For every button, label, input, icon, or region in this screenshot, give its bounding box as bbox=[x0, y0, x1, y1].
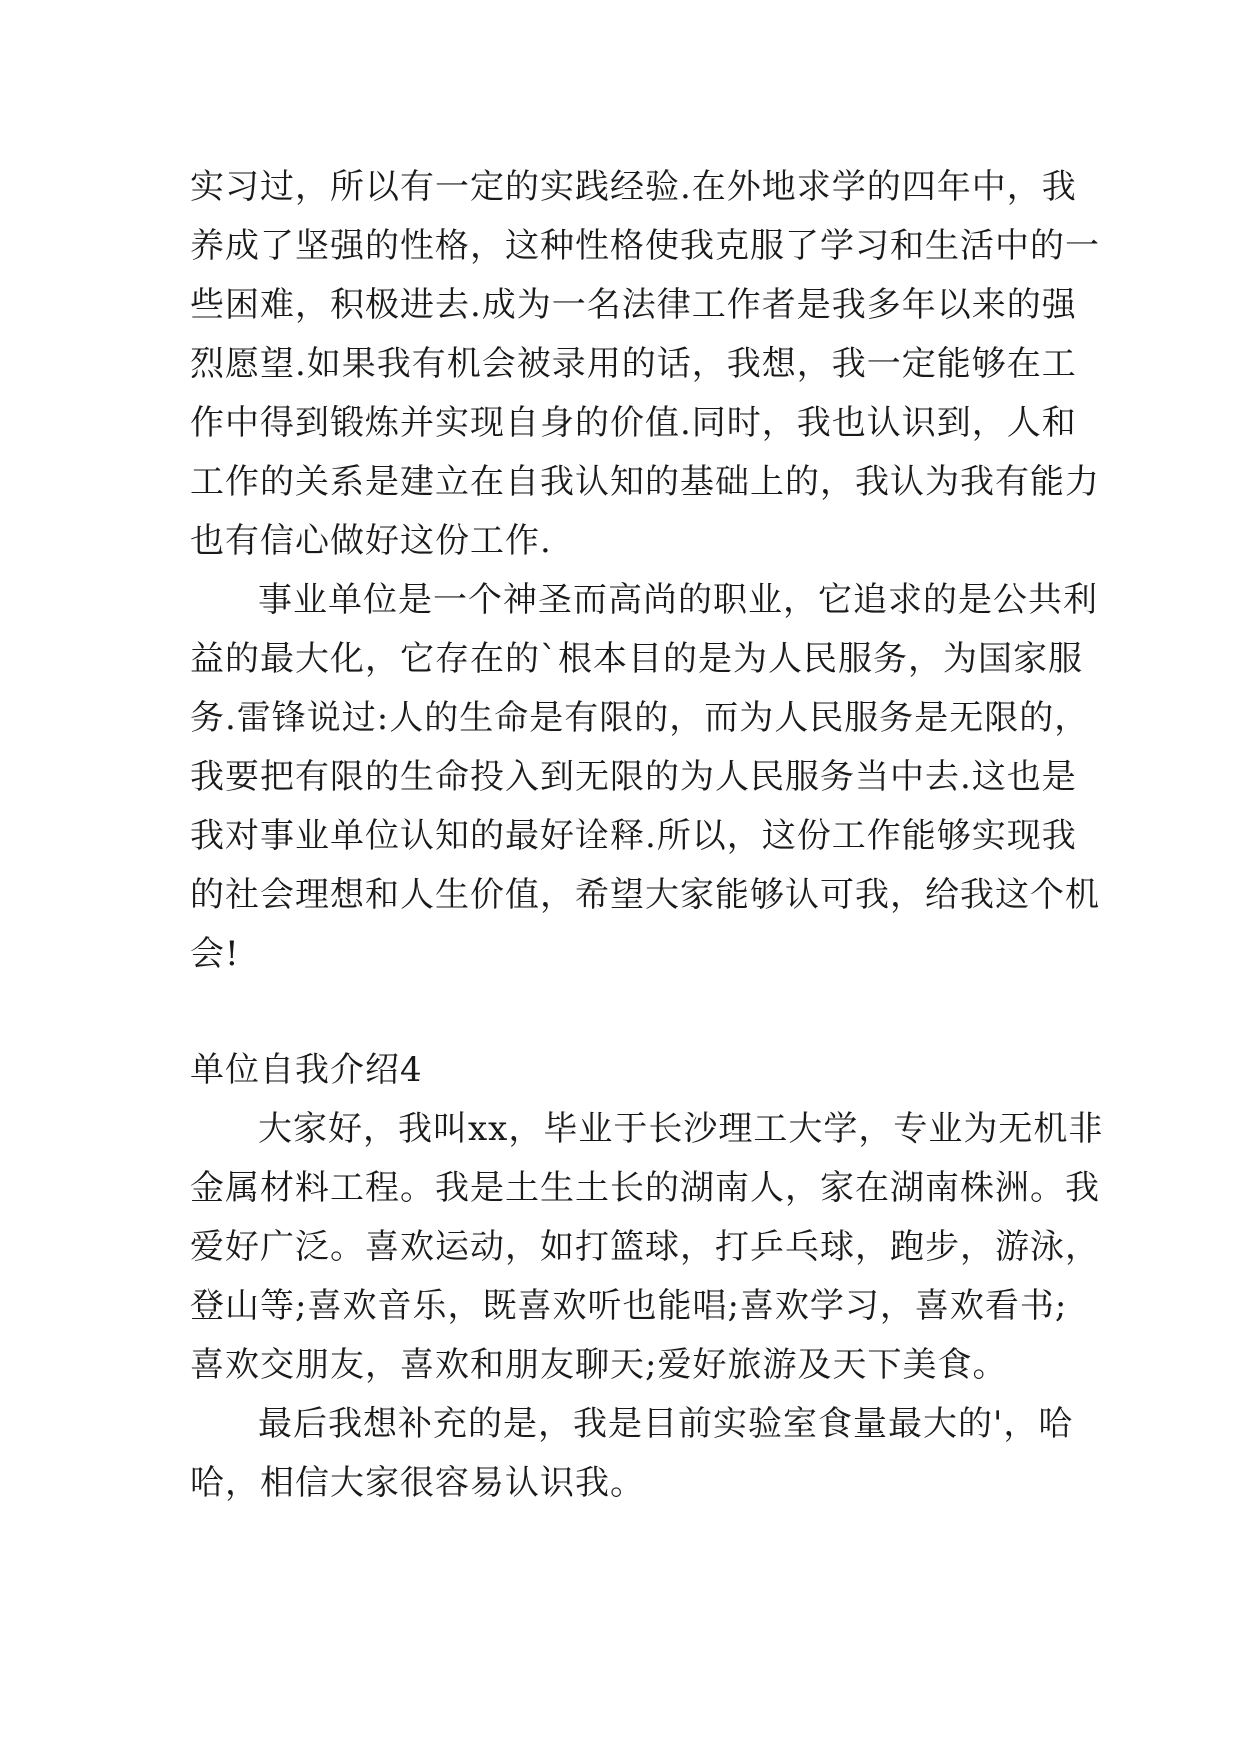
paragraph-2 bbox=[190, 571, 1100, 984]
document-page bbox=[190, 158, 1104, 1513]
text-line: 些困难，积极进去.成为一名法律工作者是我多年以来的强 bbox=[190, 285, 1077, 325]
text-line: 金属材料工程。我是土生土长的湖南人，家在湖南株洲。我 bbox=[190, 1168, 1100, 1208]
text-line: 的社会理想和人生价值，希望大家能够认可我，给我这个机 bbox=[190, 875, 1100, 915]
paragraph-3 bbox=[190, 1100, 1104, 1395]
text-line: 事业单位是一个神圣而高尚的职业，它追求的是公共利 bbox=[258, 580, 1098, 620]
text-line: 我对事业单位认知的最好诠释.所以，这份工作能够实现我 bbox=[190, 816, 1077, 856]
paragraph-1 bbox=[190, 158, 1100, 571]
text-line: 哈，相信大家很容易认识我。 bbox=[190, 1463, 645, 1503]
text-line: 工作的关系是建立在自我认知的基础上的，我认为我有能力 bbox=[190, 462, 1100, 502]
text-line: 也有信心做好这份工作. bbox=[190, 521, 552, 561]
text-line: 实习过，所以有一定的实践经验.在外地求学的四年中，我 bbox=[190, 167, 1077, 207]
text-line: 喜欢交朋友，喜欢和朋友聊天;爱好旅游及天下美食。 bbox=[190, 1345, 1008, 1385]
text-line: 益的最大化，它存在的`根本目的是为人民服务，为国家服 bbox=[190, 639, 1083, 679]
text-line: 烈愿望.如果我有机会被录用的话，我想，我一定能够在工 bbox=[190, 344, 1077, 384]
text-line: 作中得到锻炼并实现自身的价值.同时，我也认识到，人和 bbox=[190, 403, 1077, 443]
text-line: 大家好，我叫xx，毕业于长沙理工大学，专业为无机非 bbox=[258, 1109, 1104, 1149]
section-title: 单位自我介绍4 bbox=[190, 1050, 423, 1090]
text-line: 会! bbox=[190, 934, 240, 974]
paragraph-4 bbox=[190, 1395, 1074, 1513]
text-line: 爱好广泛。喜欢运动，如打篮球，打乒乓球，跑步，游泳， bbox=[190, 1227, 1100, 1267]
text-line: 养成了坚强的性格，这种性格使我克服了学习和生活中的一 bbox=[190, 226, 1100, 266]
text-line: 登山等;喜欢音乐，既喜欢听也能唱;喜欢学习，喜欢看书; bbox=[190, 1286, 1068, 1326]
text-line: 我要把有限的生命投入到无限的为人民服务当中去.这也是 bbox=[190, 757, 1077, 797]
text-line: 最后我想补充的是，我是目前实验室食量最大的'，哈 bbox=[258, 1404, 1074, 1444]
text-line: 务.雷锋说过:人的生命是有限的，而为人民服务是无限的， bbox=[190, 698, 1090, 738]
